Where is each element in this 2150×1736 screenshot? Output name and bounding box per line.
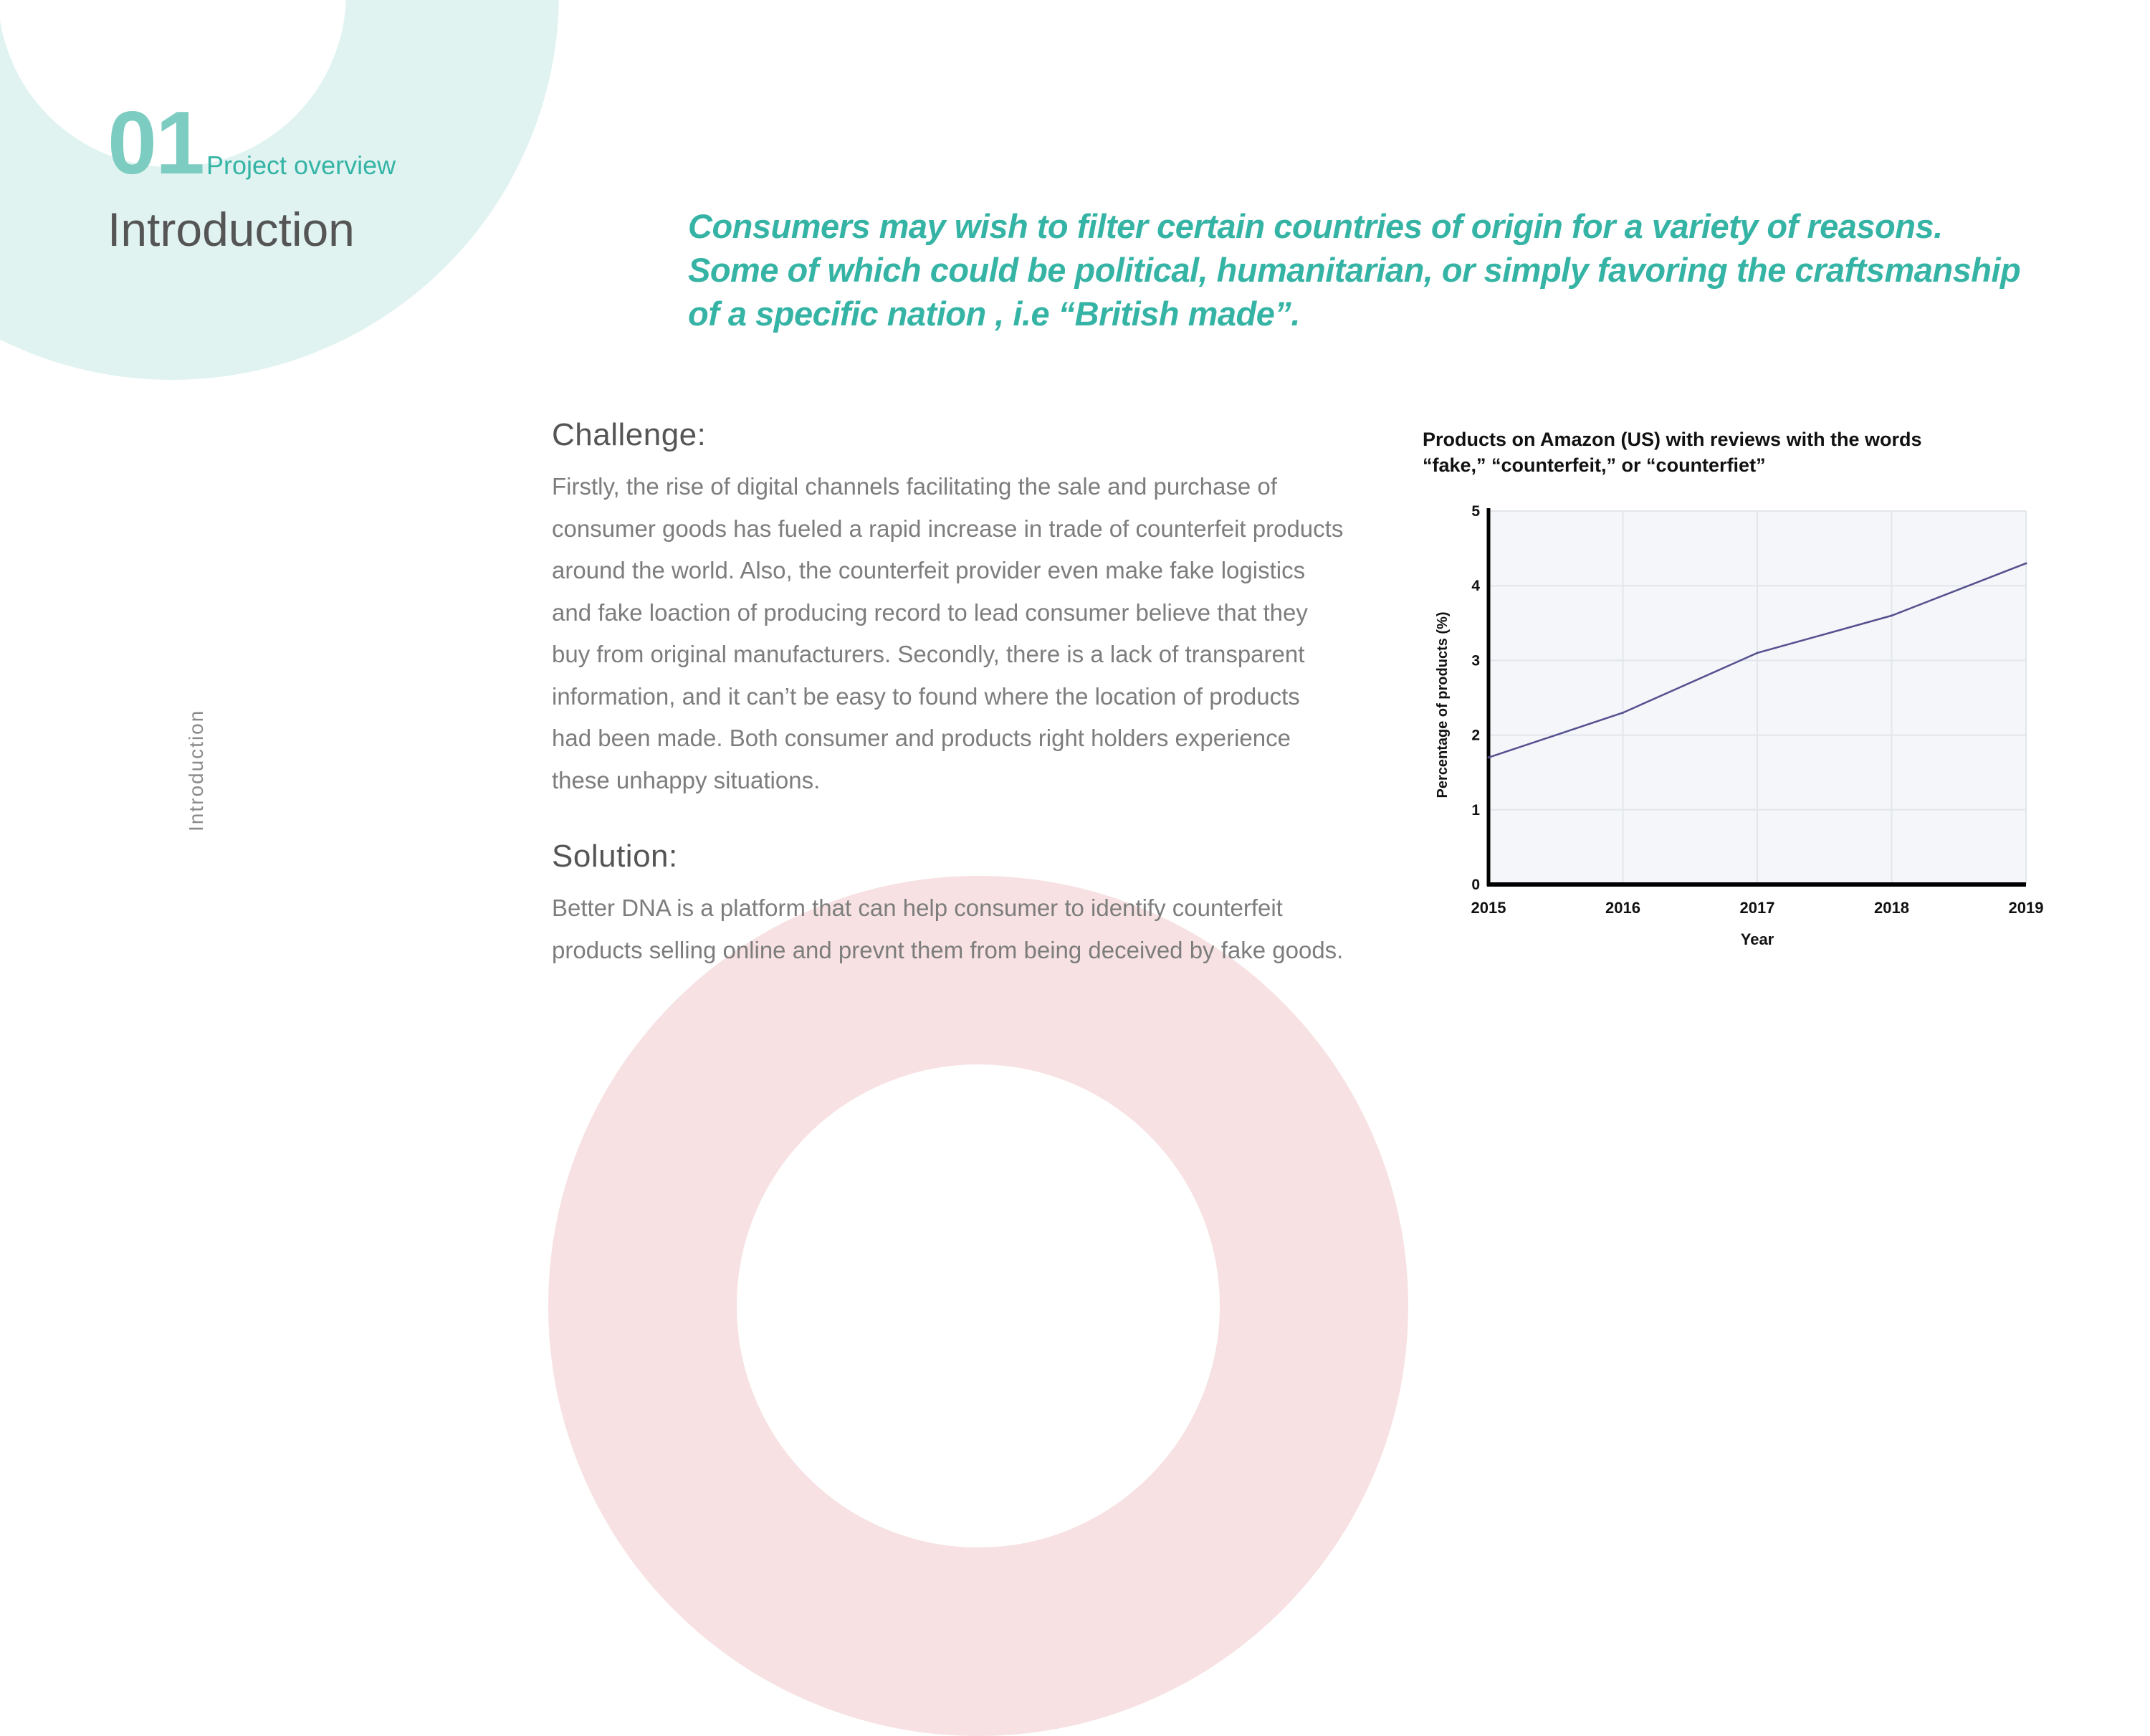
- section-number: 01: [108, 94, 204, 193]
- data-point: [1622, 712, 1624, 714]
- y-tick-label: 3: [1471, 652, 1480, 669]
- y-tick-label: 1: [1471, 801, 1480, 819]
- y-axis-label: Percentage of products (%): [1435, 611, 1451, 798]
- x-axis-label: Year: [1740, 930, 1774, 948]
- y-tick-label: 5: [1471, 503, 1480, 520]
- y-tick-label: 4: [1471, 578, 1480, 595]
- challenge-heading: Challenge:: [552, 417, 707, 452]
- data-point: [1488, 756, 1490, 758]
- page-title: Introduction: [108, 203, 355, 256]
- solution-heading: Solution:: [552, 839, 678, 874]
- y-tick-label: 0: [1471, 877, 1480, 893]
- solution-body: [552, 887, 1343, 971]
- quote-line: Some of which could be political, humanitarian, or simply favoring the craftsmanship: [688, 251, 2021, 289]
- chart-title-line: Products on Amazon (US) with reviews with the words: [1423, 429, 1922, 450]
- decorative-pink-ring: [548, 876, 1408, 1736]
- x-tick-label: 2015: [1471, 899, 1506, 917]
- decorative-teal-ring: [0, 0, 559, 380]
- x-tick-label: 2018: [1874, 899, 1909, 917]
- pull-quote: [688, 204, 2035, 335]
- quote-line: Consumers may wish to filter certain countries of origin for a variety of reasons.: [688, 207, 1943, 245]
- challenge-line: and fake loaction of producing record to lead consumer believe that they: [552, 598, 1308, 626]
- solution-line: Better DNA is a platform that can help consumer to identify counterfeit: [552, 895, 1283, 921]
- line-chart: [1423, 420, 2053, 959]
- y-tick-label: 2: [1471, 727, 1480, 744]
- data-point: [1757, 652, 1759, 654]
- challenge-line: around the world. Also, the counterfeit provider even make fake logistics: [552, 557, 1306, 583]
- challenge-line: information, and it can’t be easy to found where the location of products: [552, 682, 1300, 710]
- section-label: Project overview: [206, 151, 396, 180]
- challenge-body: [552, 466, 1343, 801]
- challenge-line: consumer goods has fueled a rapid increase in trade of counterfeit products: [552, 515, 1344, 542]
- solution-line: products selling online and prevnt them from being deceived by fake goods.: [552, 936, 1344, 963]
- chart-title-line: “fake,” “counterfeit,” or “counterfiet”: [1423, 454, 1766, 476]
- challenge-line: buy from original manufacturers. Secondly, there is a lack of transparent: [552, 641, 1305, 667]
- challenge-line: had been made. Both consumer and products right holders experience: [552, 725, 1291, 751]
- side-label: Introduction: [185, 709, 207, 831]
- challenge-line: these unhappy situations.: [552, 766, 821, 793]
- quote-line: of a specific nation , i.e “British made”.: [688, 295, 1300, 333]
- chart-panel: [1423, 420, 2053, 959]
- x-tick-label: 2019: [2008, 899, 2044, 917]
- challenge-line: Firstly, the rise of digital channels facilitating the sale and purchase of: [552, 473, 1277, 500]
- data-point: [1891, 614, 1893, 616]
- data-point: [2025, 562, 2027, 564]
- x-tick-label: 2017: [1739, 899, 1775, 917]
- x-tick-label: 2016: [1605, 899, 1640, 917]
